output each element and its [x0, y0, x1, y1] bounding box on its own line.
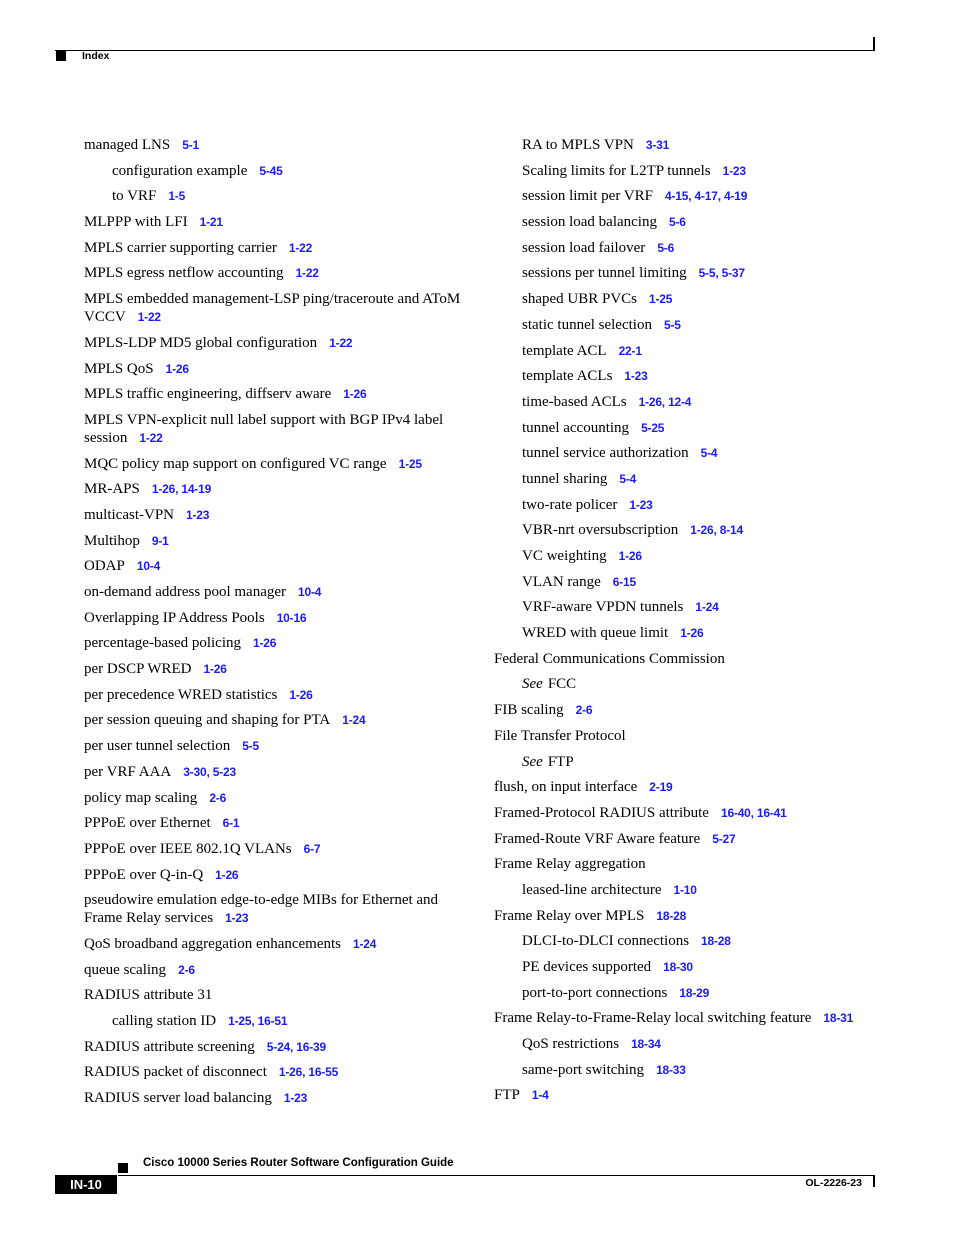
index-entry — [84, 737, 464, 755]
entry-term: PPPoE over IEEE 802.1Q VLANs — [84, 840, 292, 857]
entry-term: port-to-port connections — [522, 984, 668, 1001]
entry-term: MQC policy map support on configured VC range — [84, 455, 387, 472]
index-entry — [84, 213, 464, 231]
page-reference-link[interactable]: 5-1 — [182, 138, 199, 152]
entry-term: DLCI-to-DLCI connections — [522, 933, 690, 950]
entry-term: VLAN range — [522, 573, 601, 590]
entry-term: Overlapping IP Address Pools — [84, 609, 265, 626]
page-reference-link[interactable]: 1-10 — [673, 882, 697, 897]
index-subentry — [494, 264, 874, 282]
footer-corner-mark — [873, 1175, 875, 1187]
index-entry — [84, 239, 464, 257]
index-subentry — [494, 1035, 874, 1053]
index-entry — [494, 701, 874, 719]
index-subentry — [494, 932, 874, 950]
index-entry — [84, 1038, 464, 1056]
page-reference-link[interactable]: 1-26, 16-55 — [278, 1065, 339, 1080]
page-reference-link[interactable]: 18-28 — [701, 934, 731, 949]
index-subentry — [494, 316, 874, 334]
entry-term: flush, on input interface — [494, 779, 638, 796]
entry-term: Federal Communications Commission — [494, 650, 725, 667]
entry-term: RADIUS packet of disconnect — [84, 1064, 267, 1081]
entry-term: two-rate policer — [522, 496, 618, 513]
page-reference-link[interactable]: 1-26, 14-19 — [151, 482, 212, 497]
entry-term: tunnel service authorization — [522, 445, 689, 462]
entry-term: same-port switching — [522, 1061, 645, 1078]
entry-term: PE devices supported — [522, 959, 652, 975]
index-entry — [494, 1086, 874, 1104]
entry-term: managed LNS — [84, 137, 171, 153]
entry-term: Multihop — [84, 532, 140, 549]
entry-term: pseudowire emulation edge-to-edge MIBs for Ethernet and Frame Relay services — [84, 892, 439, 927]
index-entry — [84, 961, 464, 979]
index-entry — [84, 264, 464, 282]
entry-term: MR-APS — [84, 481, 140, 498]
index-subentry — [494, 1061, 874, 1079]
entry-term: FIB scaling — [494, 702, 564, 719]
index-subentry — [494, 598, 874, 616]
page-reference-link[interactable]: 18-30 — [663, 960, 693, 974]
page-reference-link[interactable]: 5-45 — [259, 163, 283, 178]
index-subentry — [494, 547, 874, 565]
index-entry — [84, 814, 464, 832]
entry-term: MLPPP with LFI — [84, 214, 188, 231]
entry-term: MPLS egress netflow accounting — [84, 265, 284, 282]
index-entry — [494, 1009, 874, 1027]
entry-term: static tunnel selection — [522, 316, 652, 333]
index-entry — [84, 290, 464, 326]
page-reference-link[interactable]: 5-25 — [641, 420, 665, 435]
document-id: OL-2226-23 — [805, 1177, 862, 1189]
index-entry — [494, 778, 874, 796]
index-column-left — [84, 136, 464, 1115]
entry-term: configuration example — [112, 162, 248, 179]
index-subentry — [494, 881, 874, 899]
page-reference-link[interactable]: 5-5 — [242, 739, 259, 754]
header-label: Index — [82, 50, 110, 62]
entry-term: Framed-Route VRF Aware feature — [494, 830, 701, 847]
index-subentry — [494, 367, 874, 385]
entry-term: percentage-based policing — [84, 635, 242, 652]
page-reference-link[interactable]: 5-5 — [663, 317, 681, 332]
page-reference-link[interactable]: 5-4 — [700, 446, 718, 461]
index-entry — [84, 506, 464, 524]
entry-term: multicast-VPN — [84, 506, 174, 523]
index-entry — [84, 986, 464, 1004]
page-reference-link[interactable]: 5-24, 16-39 — [266, 1039, 326, 1054]
entry-term: MPLS VPN-explicit null label support with BGP IPv4 label session — [84, 411, 444, 446]
page-reference-link[interactable]: 1-5 — [168, 189, 186, 204]
entry-term: template ACL — [522, 342, 607, 359]
page-reference-link[interactable]: 1-24 — [353, 936, 377, 951]
page-reference-link[interactable]: 18-34 — [631, 1037, 661, 1052]
entry-term: FTP — [547, 753, 574, 770]
entry-term: time-based ACLs — [522, 393, 627, 410]
page-reference-link[interactable]: 1-25 — [398, 456, 422, 471]
page-reference-link[interactable]: 1-24 — [342, 713, 366, 728]
entry-term: VBR-nrt oversubscription — [522, 522, 679, 539]
page-reference-link[interactable]: 5-5, 5-37 — [698, 266, 745, 281]
index-subentry — [494, 984, 874, 1002]
entry-term: PPPoE over Ethernet — [84, 815, 211, 832]
page-reference-link[interactable]: 3-30, 5-23 — [183, 764, 236, 779]
page-reference-link[interactable]: 1-26 — [680, 626, 704, 641]
page-reference-link[interactable]: 9-1 — [151, 533, 169, 548]
page-reference-link[interactable]: 18-29 — [679, 985, 710, 1000]
index-entry — [84, 935, 464, 953]
page-reference-link[interactable]: 1-24 — [695, 600, 719, 615]
index-subentry — [494, 239, 874, 257]
entry-term: tunnel sharing — [522, 470, 608, 487]
see-reference-label: See — [522, 753, 543, 770]
entry-term: to VRF — [112, 188, 157, 205]
index-subentry — [494, 162, 874, 180]
page-number: IN-10 — [55, 1175, 117, 1194]
entry-term: Framed-Protocol RADIUS attribute — [494, 804, 709, 821]
entry-term: QoS restrictions — [522, 1036, 620, 1053]
entry-term: RA to MPLS VPN — [522, 137, 634, 153]
index-entry — [84, 1063, 464, 1081]
index-subentry — [84, 187, 464, 205]
page-reference-link[interactable]: 1-22 — [295, 266, 319, 281]
entry-term: session limit per VRF — [522, 188, 653, 205]
index-subentry — [494, 187, 874, 205]
page-reference-link[interactable]: 18-31 — [823, 1011, 854, 1026]
index-entry — [84, 763, 464, 781]
page-reference-link[interactable]: 1-23 — [722, 163, 746, 178]
page-reference-link[interactable]: 1-26 — [618, 549, 642, 563]
index-subentry — [494, 419, 874, 437]
entry-term: MPLS-LDP MD5 global configuration — [84, 334, 318, 351]
index-subentry — [494, 624, 874, 642]
entry-term: FTP — [494, 1087, 520, 1104]
index-subentry — [494, 470, 874, 488]
page-reference-link[interactable]: 1-22 — [137, 310, 161, 325]
page-reference-link[interactable]: 1-23 — [624, 369, 648, 384]
index-entry — [84, 360, 464, 378]
entry-term: on-demand address pool manager — [84, 584, 287, 600]
entry-term: policy map scaling — [84, 789, 198, 806]
page-reference-link[interactable]: 1-26, 12-4 — [638, 394, 692, 409]
see-reference-label: See — [522, 676, 543, 693]
index-entry — [84, 711, 464, 729]
page-reference-link[interactable]: 1-25, 16-51 — [228, 1014, 288, 1028]
page-reference-link[interactable]: 2-6 — [209, 790, 227, 805]
page-reference-link[interactable]: 2-19 — [649, 780, 673, 795]
footer-marker — [118, 1163, 128, 1173]
index-entry — [84, 136, 464, 154]
page-reference-link[interactable]: 6-7 — [303, 841, 321, 856]
entry-term: File Transfer Protocol — [494, 727, 626, 744]
index-entry — [494, 727, 874, 745]
index-subentry — [494, 393, 874, 411]
index-entry — [84, 686, 464, 704]
page-reference-link[interactable]: 5-4 — [619, 471, 637, 486]
page-reference-link[interactable]: 10-4 — [298, 585, 322, 599]
entry-term: per DSCP WRED — [84, 661, 192, 678]
index-column-right — [494, 136, 874, 1112]
entry-term: calling station ID — [112, 1013, 217, 1029]
entry-term: VC weighting — [522, 548, 607, 564]
entry-term: per session queuing and shaping for PTA — [84, 712, 331, 729]
entry-term: per user tunnel selection — [84, 738, 231, 755]
index-subentry — [494, 958, 874, 976]
page-reference-link[interactable]: 1-26 — [289, 687, 313, 702]
page-reference-link[interactable]: 5-27 — [712, 831, 736, 846]
index-subentry — [494, 444, 874, 462]
entry-term: Frame Relay over MPLS — [494, 907, 645, 924]
page-reference-link[interactable]: 2-6 — [575, 703, 593, 718]
entry-term: sessions per tunnel limiting — [522, 265, 687, 282]
index-entry — [494, 855, 874, 873]
page-reference-link[interactable]: 1-26, 8-14 — [690, 523, 743, 538]
footer-title: Cisco 10000 Series Router Software Configuration Guide — [143, 1157, 454, 1169]
index-subentry — [494, 136, 874, 154]
entry-term: VRF-aware VPDN tunnels — [522, 599, 684, 616]
page-reference-link[interactable]: 18-33 — [656, 1062, 686, 1077]
page-reference-link[interactable]: 1-21 — [199, 215, 223, 230]
page-reference-link[interactable]: 18-28 — [656, 908, 687, 923]
page-reference-link[interactable]: 1-23 — [186, 507, 210, 522]
index-entry — [84, 891, 464, 927]
page-reference-link[interactable]: 10-16 — [276, 610, 307, 625]
page-reference-link[interactable]: 5-6 — [657, 240, 675, 255]
index-entry — [84, 866, 464, 884]
page-reference-link[interactable]: 10-4 — [136, 559, 161, 574]
page-reference-link[interactable]: 16-40, 16-41 — [720, 805, 787, 820]
index-entry — [84, 840, 464, 858]
entry-term: queue scaling — [84, 961, 167, 978]
page-reference-link[interactable]: 4-15, 4-17, 4-19 — [665, 189, 748, 204]
entry-term: FCC — [547, 676, 577, 693]
page-reference-link[interactable]: 1-23 — [629, 497, 653, 512]
index-entry — [84, 1089, 464, 1107]
index-subentry — [494, 753, 874, 771]
index-entry — [84, 532, 464, 550]
entry-term: MPLS carrier supporting carrier — [84, 239, 277, 256]
index-subentry — [494, 521, 874, 539]
page-reference-link[interactable]: 1-22 — [139, 430, 163, 445]
page-reference-link[interactable]: 1-23 — [225, 911, 249, 926]
page-reference-link[interactable]: 3-31 — [645, 138, 670, 152]
page-reference-link[interactable]: 1-23 — [283, 1091, 308, 1106]
index-subentry — [494, 675, 874, 693]
entry-term: session load balancing — [522, 214, 657, 231]
entry-term: per VRF AAA — [84, 763, 172, 780]
index-entry — [84, 557, 464, 575]
entry-term: MPLS traffic engineering, diffserv aware — [84, 386, 332, 403]
index-entry — [84, 480, 464, 498]
entry-term: QoS broadband aggregation enhancements — [84, 935, 341, 952]
page-reference-link[interactable]: 2-6 — [178, 962, 195, 977]
index-entry — [84, 455, 464, 473]
page-reference-link[interactable]: 22-1 — [618, 343, 642, 358]
header-marker — [56, 51, 66, 61]
header-rule — [55, 50, 875, 51]
index-subentry — [494, 213, 874, 231]
index-entry — [494, 907, 874, 925]
page-reference-link[interactable]: 1-22 — [329, 335, 353, 350]
index-entry — [84, 609, 464, 627]
index-entry — [494, 830, 874, 848]
page-reference-link[interactable]: 1-4 — [531, 1088, 549, 1103]
index-entry — [494, 804, 874, 822]
page-reference-link[interactable]: 6-1 — [222, 816, 240, 831]
entry-term: per precedence WRED statistics — [84, 686, 278, 703]
index-subentry — [494, 573, 874, 591]
entry-term: RADIUS attribute 31 — [84, 987, 213, 1004]
page-reference-link[interactable]: 5-6 — [668, 215, 686, 230]
entry-term: shaped UBR PVCs — [522, 291, 638, 308]
entry-term: leased-line architecture — [522, 881, 662, 898]
header-corner-mark — [873, 37, 875, 51]
index-entry — [84, 789, 464, 807]
footer-rule — [118, 1175, 875, 1176]
page-reference-link[interactable]: 1-26 — [253, 636, 277, 651]
entry-term: RADIUS server load balancing — [84, 1090, 272, 1107]
page-reference-link[interactable]: 1-26 — [203, 662, 227, 677]
page-reference-link[interactable]: 1-26 — [215, 867, 239, 882]
entry-term: Frame Relay-to-Frame-Relay local switching feature — [494, 1010, 812, 1027]
index-entry — [494, 650, 874, 668]
entry-term: template ACLs — [522, 368, 613, 385]
entry-term: MPLS QoS — [84, 360, 154, 377]
entry-term: RADIUS attribute screening — [84, 1038, 255, 1055]
page-reference-link[interactable]: 1-26 — [343, 387, 367, 402]
entry-term: Scaling limits for L2TP tunnels — [522, 162, 711, 179]
index-subentry — [494, 342, 874, 360]
index-entry — [84, 334, 464, 352]
index-entry — [84, 411, 464, 447]
index-entry — [84, 634, 464, 652]
index-subentry — [494, 496, 874, 514]
entry-term: ODAP — [84, 558, 125, 575]
page-reference-link[interactable]: 6-15 — [612, 574, 636, 589]
entry-term: Frame Relay aggregation — [494, 856, 646, 873]
entry-term: PPPoE over Q-in-Q — [84, 866, 204, 883]
page-reference-link[interactable]: 1-25 — [649, 292, 673, 307]
entry-term: MPLS embedded management-LSP ping/traceroute and AToM VCCV — [84, 291, 461, 326]
entry-term: WRED with queue limit — [522, 625, 669, 642]
page-reference-link[interactable]: 1-22 — [288, 240, 313, 255]
index-subentry — [84, 162, 464, 180]
entry-term: session load failover — [522, 239, 646, 256]
page-reference-link[interactable]: 1-26 — [165, 361, 189, 376]
index-entry — [84, 660, 464, 678]
index-entry — [84, 583, 464, 601]
index-subentry — [84, 1012, 464, 1030]
index-entry — [84, 385, 464, 403]
index-subentry — [494, 290, 874, 308]
entry-term: tunnel accounting — [522, 419, 630, 436]
